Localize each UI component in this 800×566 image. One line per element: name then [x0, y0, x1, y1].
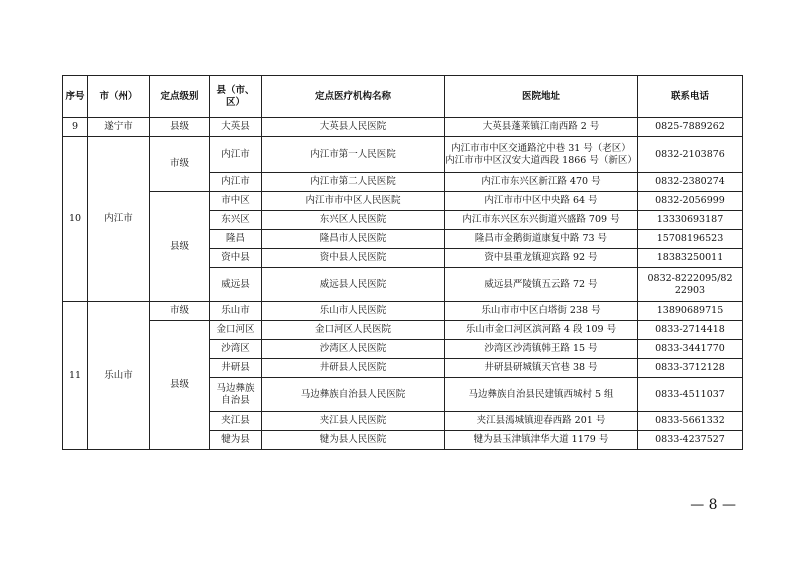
- table-row: [63, 192, 743, 211]
- table-row: [63, 118, 743, 137]
- address-cell: 犍为县玉津镇津华大道 1179 号: [445, 431, 638, 450]
- county-cell: 隆昌: [210, 230, 262, 249]
- hospital-table: [62, 75, 743, 450]
- phone-cell: 0832-2103876: [638, 137, 743, 173]
- table-row: [63, 302, 743, 321]
- address-cell: 马边彝族自治县民建镇西城村 5 组: [445, 378, 638, 412]
- city-cell: 内江市: [88, 137, 150, 302]
- page-number: — 8 —: [690, 497, 736, 513]
- address-line: 内江市市中区汉安大道西段 1866 号（新区）: [445, 154, 637, 166]
- phone-cell: 18383250011: [638, 249, 743, 268]
- phone-cell: 0833-3712128: [638, 359, 743, 378]
- address-line: 内江市市中区交通路沱中巷 31 号（老区）: [451, 142, 631, 154]
- county-cell: 金口河区: [210, 321, 262, 340]
- address-cell: 夹江县漹城镇迎春西路 201 号: [445, 412, 638, 431]
- county-cell: 沙湾区: [210, 340, 262, 359]
- phone-cell: 0832-2380274: [638, 173, 743, 192]
- address-cell: 井研县研城镇天官巷 38 号: [445, 359, 638, 378]
- header-phone: 联系电话: [638, 76, 743, 118]
- address-cell: 乐山市金口河区滨河路 4 段 109 号: [445, 321, 638, 340]
- phone-cell: 13330693187: [638, 211, 743, 230]
- county-line: 自治县: [221, 394, 250, 406]
- phone-cell: 15708196523: [638, 230, 743, 249]
- hospital-name-cell: 井研县人民医院: [262, 359, 445, 378]
- phone-cell: 0833-2714418: [638, 321, 743, 340]
- phone-cell: 0833-4511037: [638, 378, 743, 412]
- phone-cell: 0825-7889262: [638, 118, 743, 137]
- hospital-name-cell: 犍为县人民医院: [262, 431, 445, 450]
- hospital-name-cell: 内江市第二人民医院: [262, 173, 445, 192]
- county-cell: [210, 378, 262, 412]
- county-line: 马边彝族: [216, 382, 255, 394]
- phone-cell: 13890689715: [638, 302, 743, 321]
- hospital-name-cell: 大英县人民医院: [262, 118, 445, 137]
- header-county: 县（市、区）: [210, 76, 262, 118]
- city-cell: 遂宁市: [88, 118, 150, 137]
- address-cell: 内江市东兴区新江路 470 号: [445, 173, 638, 192]
- header-seq: 序号: [63, 76, 88, 118]
- city-cell: 乐山市: [88, 302, 150, 450]
- table-header-row: [63, 76, 743, 118]
- header-city: 市（州）: [88, 76, 150, 118]
- county-cell: 威远县: [210, 268, 262, 302]
- header-address: 医院地址: [445, 76, 638, 118]
- address-cell: 大英县蓬莱镇江南西路 2 号: [445, 118, 638, 137]
- phone-line: 22903: [674, 284, 706, 296]
- phone-cell: 0833-3441770: [638, 340, 743, 359]
- hospital-name-cell: 资中县人民医院: [262, 249, 445, 268]
- header-level: 定点级别: [150, 76, 210, 118]
- seq-cell: 11: [63, 302, 88, 450]
- county-cell: 东兴区: [210, 211, 262, 230]
- address-cell: 资中县重龙镇迎宾路 92 号: [445, 249, 638, 268]
- hospital-name-cell: 东兴区人民医院: [262, 211, 445, 230]
- county-cell: 乐山市: [210, 302, 262, 321]
- phone-cell: 0833-4237527: [638, 431, 743, 450]
- address-cell: 内江市东兴区东兴街道兴盛路 709 号: [445, 211, 638, 230]
- county-cell: 资中县: [210, 249, 262, 268]
- address-cell: 沙湾区沙湾镇韩王路 15 号: [445, 340, 638, 359]
- seq-cell: 10: [63, 137, 88, 302]
- county-cell: 井研县: [210, 359, 262, 378]
- hospital-name-cell: 隆昌市人民医院: [262, 230, 445, 249]
- county-cell: 夹江县: [210, 412, 262, 431]
- hospital-name-cell: 夹江县人民医院: [262, 412, 445, 431]
- seq-cell: 9: [63, 118, 88, 137]
- address-cell: 威远县严陵镇五云路 72 号: [445, 268, 638, 302]
- address-cell: 隆昌市金鹅街道康复中路 73 号: [445, 230, 638, 249]
- phone-cell: 0832-2056999: [638, 192, 743, 211]
- county-cell: 内江市: [210, 137, 262, 173]
- county-cell: 内江市: [210, 173, 262, 192]
- table-row: [63, 137, 743, 173]
- phone-line: 0832-8222095/82: [647, 272, 733, 284]
- level-cell: 市级: [150, 302, 210, 321]
- phone-cell: 0833-5661332: [638, 412, 743, 431]
- address-cell: [445, 137, 638, 173]
- hospital-name-cell: 金口河区人民医院: [262, 321, 445, 340]
- header-hospital-name: 定点医疗机构名称: [262, 76, 445, 118]
- level-cell: 县级: [150, 192, 210, 302]
- address-cell: 内江市市中区中央路 64 号: [445, 192, 638, 211]
- hospital-name-cell: 马边彝族自治县人民医院: [262, 378, 445, 412]
- table-row: [63, 321, 743, 340]
- hospital-name-cell: 内江市市中区人民医院: [262, 192, 445, 211]
- phone-cell: [638, 268, 743, 302]
- hospital-name-cell: 威远县人民医院: [262, 268, 445, 302]
- address-cell: 乐山市市中区白塔街 238 号: [445, 302, 638, 321]
- hospital-name-cell: 内江市第一人民医院: [262, 137, 445, 173]
- level-cell: 县级: [150, 118, 210, 137]
- hospital-name-cell: 沙湾区人民医院: [262, 340, 445, 359]
- county-cell: 犍为县: [210, 431, 262, 450]
- hospital-name-cell: 乐山市人民医院: [262, 302, 445, 321]
- county-cell: 大英县: [210, 118, 262, 137]
- level-cell: 县级: [150, 321, 210, 450]
- level-cell: 市级: [150, 137, 210, 192]
- county-cell: 市中区: [210, 192, 262, 211]
